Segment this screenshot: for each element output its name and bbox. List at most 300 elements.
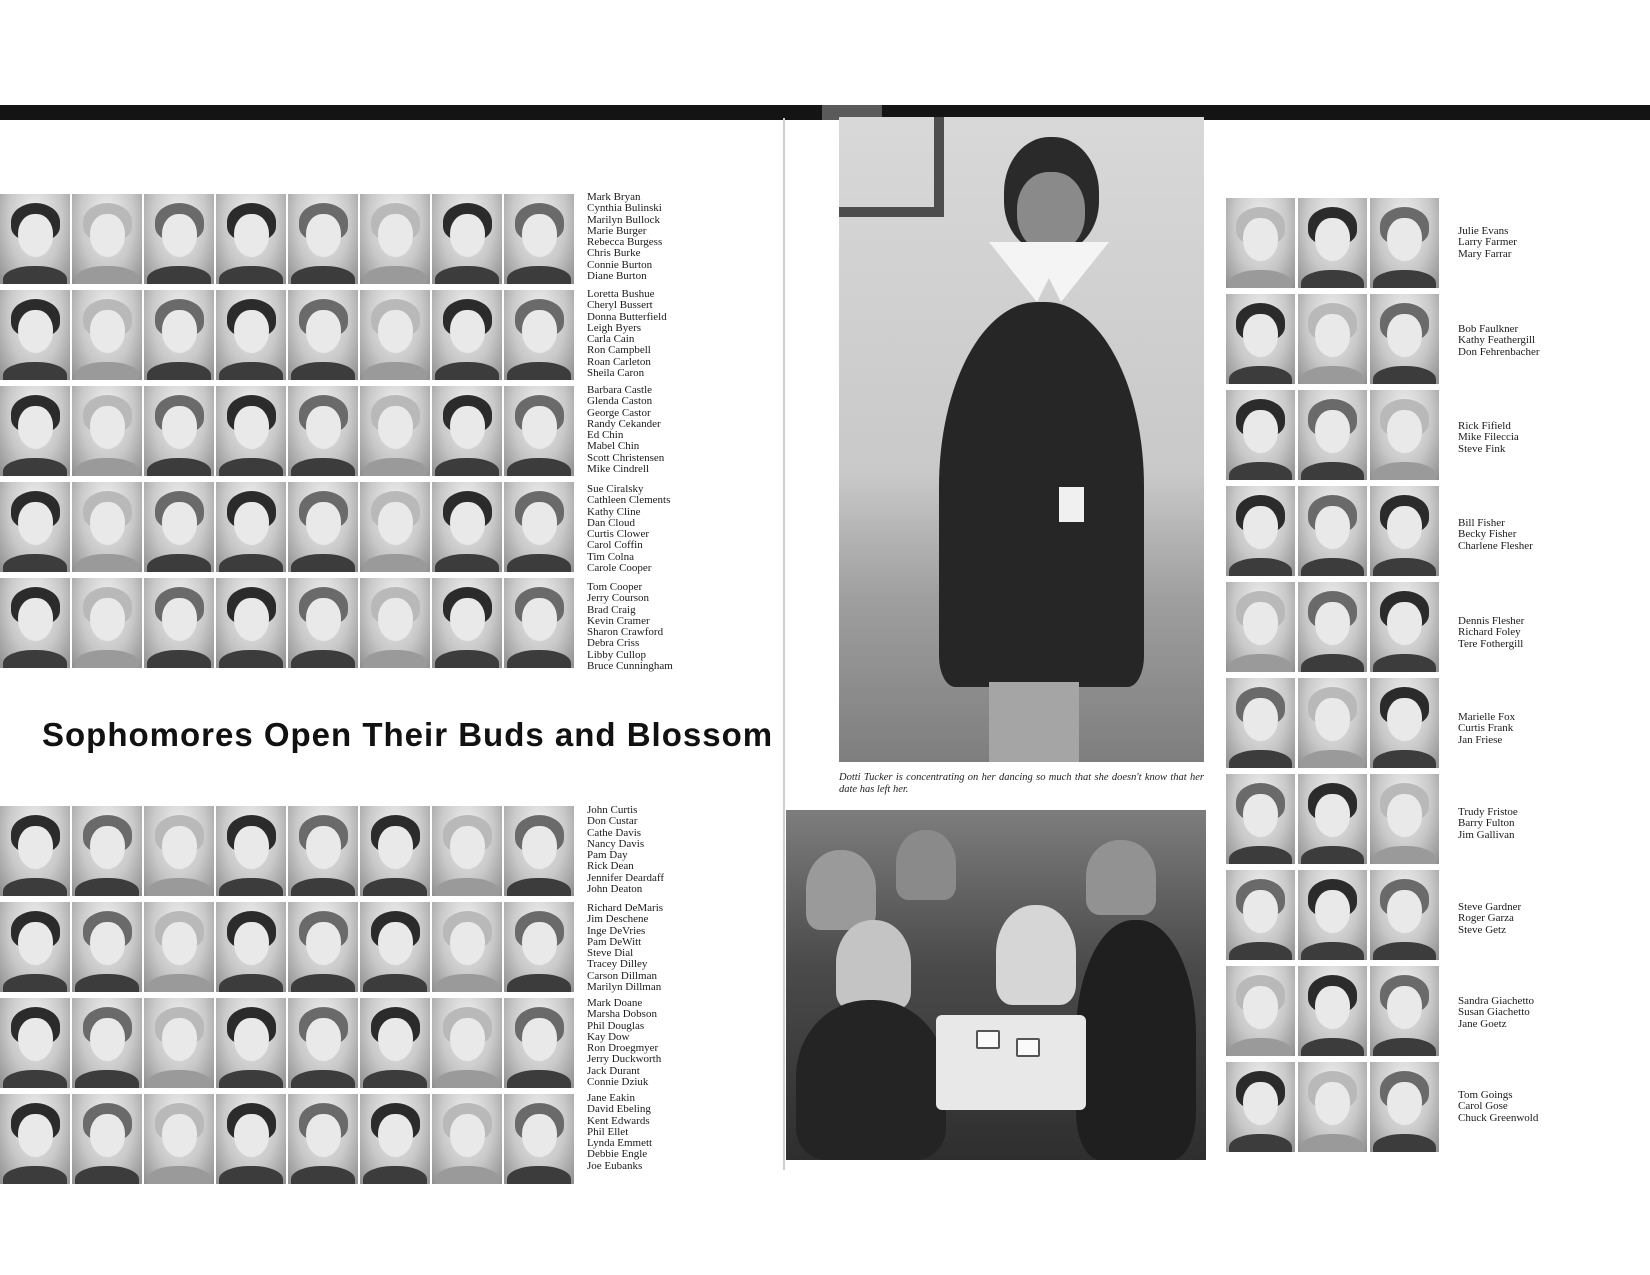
student-portrait <box>432 806 502 896</box>
portrait-face <box>90 598 125 641</box>
student-name: Steve Dial <box>587 947 634 960</box>
student-name: Rebecca Burgess <box>587 236 663 249</box>
student-name: Curtis Frank <box>1458 722 1514 735</box>
portrait-face <box>90 502 125 545</box>
student-name: Curtis Clower <box>587 528 650 541</box>
portrait-body <box>3 266 67 284</box>
student-name: Barbara Castle <box>587 384 653 396</box>
portrait-face <box>162 826 197 869</box>
portrait-face <box>1243 314 1278 357</box>
student-portrait <box>288 902 358 992</box>
student-portrait <box>1298 294 1367 384</box>
portrait-body <box>147 650 211 668</box>
photo-figure <box>806 850 876 930</box>
portrait-face <box>90 214 125 257</box>
page-gutter <box>783 118 785 1170</box>
portrait-face <box>522 214 557 257</box>
portrait-body <box>1301 1038 1364 1056</box>
portrait-face <box>450 310 485 353</box>
portrait-body <box>435 362 499 380</box>
student-name: George Castor <box>587 406 651 419</box>
portrait-body <box>219 1070 283 1088</box>
student-portrait <box>1370 294 1439 384</box>
portrait-face <box>306 826 341 869</box>
portrait-body <box>1229 462 1292 480</box>
portrait-face <box>1315 698 1350 741</box>
name-list <box>587 484 670 574</box>
portrait-face <box>90 406 125 449</box>
student-name: Marilyn Bullock <box>587 213 661 226</box>
student-portrait <box>216 578 286 668</box>
portrait-face <box>450 406 485 449</box>
student-name: Pam DeWitt <box>587 935 642 948</box>
portrait-face <box>18 502 53 545</box>
student-portrait <box>1226 774 1295 864</box>
portrait-face <box>306 406 341 449</box>
portrait-face <box>1387 794 1422 837</box>
student-portrait <box>432 578 502 668</box>
portrait-face <box>18 406 53 449</box>
portrait-body <box>1301 846 1364 864</box>
portrait-body <box>219 266 283 284</box>
name-list <box>1458 324 1540 358</box>
portrait-face <box>306 214 341 257</box>
student-name: Steve Fink <box>1458 442 1506 455</box>
student-portrait <box>1298 198 1367 288</box>
student-name: Loretta Bushue <box>587 288 655 300</box>
portrait-body <box>507 362 571 380</box>
student-portrait <box>216 998 286 1088</box>
portrait-face <box>234 502 269 545</box>
student-portrait <box>360 194 430 284</box>
portrait-body <box>363 1166 427 1184</box>
name-list <box>1458 226 1517 260</box>
portrait-body <box>291 554 355 572</box>
portrait-body <box>363 878 427 896</box>
photo-caption: Dotti Tucker is concentrating on her dancing so much that she doesn't know that her date has left her. <box>839 772 1204 795</box>
student-portrait <box>144 290 214 380</box>
portrait-face <box>1243 794 1278 837</box>
student-portrait <box>216 386 286 476</box>
portrait-body <box>1229 1038 1292 1056</box>
portrait-face <box>1387 314 1422 357</box>
student-portrait <box>1370 582 1439 672</box>
student-portrait <box>1370 486 1439 576</box>
portrait-face <box>18 214 53 257</box>
portrait-face <box>378 502 413 545</box>
portrait-face <box>1243 986 1278 1029</box>
student-name: Dennis Flesher <box>1458 615 1525 627</box>
portrait-face <box>234 1114 269 1157</box>
student-name: Bruce Cunningham <box>587 660 673 673</box>
student-name: Don Custar <box>587 815 638 828</box>
portrait-body <box>3 1166 67 1184</box>
photo-window-frame <box>839 117 944 217</box>
portrait-body <box>3 458 67 476</box>
student-name: Carole Cooper <box>587 562 652 575</box>
portrait-body <box>363 458 427 476</box>
student-name: Mark Doane <box>587 997 643 1009</box>
portrait-face <box>378 1114 413 1157</box>
portrait-face <box>1387 410 1422 453</box>
portrait-face <box>162 406 197 449</box>
student-portrait <box>1298 390 1367 480</box>
student-portrait <box>72 578 142 668</box>
portrait-body <box>1373 1134 1436 1152</box>
photo-figure <box>796 1000 946 1160</box>
student-name: Cynthia Bulinski <box>587 202 662 215</box>
portrait-body <box>3 650 67 668</box>
student-name: Kathy Feathergill <box>1458 334 1536 347</box>
student-portrait <box>144 578 214 668</box>
portrait-face <box>234 310 269 353</box>
student-name: Kent Edwards <box>587 1114 650 1127</box>
student-portrait <box>144 1094 214 1184</box>
portrait-face <box>90 310 125 353</box>
portrait-body <box>1301 750 1364 768</box>
student-name: Barry Fulton <box>1458 817 1515 830</box>
portrait-body <box>507 458 571 476</box>
student-portrait <box>0 998 70 1088</box>
student-name: Phil Douglas <box>587 1019 645 1032</box>
student-portrait <box>216 902 286 992</box>
portrait-body <box>1373 558 1436 576</box>
portrait-body <box>1301 462 1364 480</box>
portrait-body <box>363 1070 427 1088</box>
student-portrait <box>1226 1062 1295 1152</box>
student-name: Mike Fileccia <box>1458 431 1519 444</box>
portrait-face <box>450 826 485 869</box>
name-list <box>1458 996 1534 1030</box>
student-name: Jerry Duckworth <box>587 1053 662 1066</box>
portrait-face <box>1243 1082 1278 1125</box>
portrait-face <box>1315 506 1350 549</box>
photo-figure <box>896 830 956 900</box>
portrait-face <box>18 826 53 869</box>
student-name: Debra Criss <box>587 637 640 650</box>
portrait-face <box>450 1114 485 1157</box>
portrait-face <box>306 1018 341 1061</box>
student-name: Kevin Cramer <box>587 614 650 627</box>
name-list <box>587 805 664 895</box>
portrait-body <box>507 1070 571 1088</box>
student-portrait <box>144 806 214 896</box>
photo-legs <box>989 682 1079 762</box>
portrait-body <box>1373 846 1436 864</box>
student-name: Kathy Cline <box>587 505 641 518</box>
student-portrait <box>288 578 358 668</box>
student-portrait <box>1370 870 1439 960</box>
portrait-face <box>90 826 125 869</box>
portrait-body <box>291 650 355 668</box>
portrait-face <box>1387 506 1422 549</box>
student-name: Connie Dziuk <box>587 1076 649 1089</box>
student-name: Richard DeMaris <box>587 902 664 914</box>
student-portrait <box>1298 582 1367 672</box>
portrait-body <box>435 1070 499 1088</box>
portrait-grid-right <box>1226 198 1439 1152</box>
student-name: John Deaton <box>587 883 643 896</box>
portrait-body <box>147 458 211 476</box>
student-portrait <box>1226 966 1295 1056</box>
student-name: Scott Christensen <box>587 451 665 464</box>
photo-cup <box>1016 1038 1040 1057</box>
portrait-face <box>1243 698 1278 741</box>
student-portrait <box>1226 582 1295 672</box>
portrait-body <box>507 974 571 992</box>
portrait-body <box>507 266 571 284</box>
portrait-face <box>1387 602 1422 645</box>
portrait-body <box>435 266 499 284</box>
student-name: Randy Cekander <box>587 417 661 430</box>
student-portrait <box>144 998 214 1088</box>
portrait-grid-bottom <box>0 806 574 1184</box>
student-name: Carson Dillman <box>587 969 657 982</box>
student-name: Jack Durant <box>587 1064 640 1077</box>
student-name: Tere Fothergill <box>1458 637 1524 650</box>
portrait-body <box>75 974 139 992</box>
portrait-face <box>1315 410 1350 453</box>
student-name: Cheryl Bussert <box>587 299 653 312</box>
student-portrait <box>1226 486 1295 576</box>
portrait-body <box>75 1070 139 1088</box>
photo-figure <box>1076 920 1196 1160</box>
portrait-body <box>507 1166 571 1184</box>
student-name: Marsha Dobson <box>587 1008 657 1021</box>
portrait-face <box>234 922 269 965</box>
photo-dress <box>939 302 1144 687</box>
portrait-face <box>90 1114 125 1157</box>
student-portrait <box>432 386 502 476</box>
portrait-face <box>1315 314 1350 357</box>
student-name: Steve Getz <box>1458 923 1506 936</box>
student-portrait <box>144 386 214 476</box>
student-name: Ron Droegmyer <box>587 1042 659 1055</box>
portrait-face <box>522 598 557 641</box>
student-name: Donna Butterfield <box>587 310 667 323</box>
portrait-body <box>1229 270 1292 288</box>
student-portrait <box>1298 1062 1367 1152</box>
student-name: Bob Faulkner <box>1458 323 1519 335</box>
portrait-body <box>1229 1134 1292 1152</box>
student-name: Larry Farmer <box>1458 236 1517 249</box>
student-portrait <box>432 482 502 572</box>
student-name: Kay Dow <box>587 1030 630 1043</box>
student-name: Connie Burton <box>587 258 653 271</box>
page-headline: Sophomores Open Their Buds and Blossom <box>42 716 774 753</box>
portrait-face <box>234 1018 269 1061</box>
student-name: Ron Campbell <box>587 344 651 357</box>
student-name: Becky Fisher <box>1458 528 1517 541</box>
portrait-body <box>3 878 67 896</box>
student-portrait <box>72 998 142 1088</box>
student-name: Charlene Flesher <box>1458 539 1533 552</box>
student-name: Chris Burke <box>587 247 641 260</box>
student-portrait <box>144 902 214 992</box>
portrait-body <box>147 266 211 284</box>
student-name: Rick Dean <box>587 860 634 873</box>
portrait-body <box>75 878 139 896</box>
portrait-face <box>450 1018 485 1061</box>
portrait-body <box>147 1166 211 1184</box>
student-name: Brad Craig <box>587 603 636 616</box>
portrait-face <box>378 1018 413 1061</box>
cafeteria-photo <box>786 810 1206 1160</box>
portrait-body <box>363 974 427 992</box>
portrait-body <box>219 650 283 668</box>
portrait-body <box>291 878 355 896</box>
student-portrait <box>360 290 430 380</box>
portrait-face <box>234 406 269 449</box>
student-portrait <box>1298 966 1367 1056</box>
student-portrait <box>288 1094 358 1184</box>
photo-figure <box>836 920 911 1010</box>
student-portrait <box>1298 486 1367 576</box>
portrait-face <box>522 310 557 353</box>
portrait-body <box>219 878 283 896</box>
portrait-face <box>306 598 341 641</box>
portrait-body <box>219 974 283 992</box>
portrait-body <box>435 1166 499 1184</box>
student-portrait <box>0 1094 70 1184</box>
portrait-face <box>450 598 485 641</box>
student-name: Cathe Davis <box>587 826 642 839</box>
portrait-face <box>162 922 197 965</box>
portrait-body <box>75 650 139 668</box>
student-portrait <box>72 806 142 896</box>
portrait-body <box>1301 654 1364 672</box>
student-portrait <box>1226 678 1295 768</box>
student-portrait <box>1370 1062 1439 1152</box>
name-list <box>587 385 664 475</box>
portrait-body <box>219 458 283 476</box>
portrait-face <box>522 502 557 545</box>
portrait-body <box>75 458 139 476</box>
portrait-body <box>1373 462 1436 480</box>
student-name: Debbie Engle <box>587 1148 648 1161</box>
student-portrait <box>216 1094 286 1184</box>
portrait-face <box>450 502 485 545</box>
student-name: Tom Goings <box>1458 1089 1513 1101</box>
photo-collar <box>989 242 1109 302</box>
student-portrait <box>1370 198 1439 288</box>
portrait-body <box>219 362 283 380</box>
student-name: Sue Ciralsky <box>587 483 644 495</box>
portrait-face <box>1243 602 1278 645</box>
student-name: Jan Friese <box>1458 733 1503 746</box>
student-name: Inge DeVries <box>587 924 646 937</box>
portrait-body <box>435 878 499 896</box>
student-portrait <box>0 806 70 896</box>
portrait-body <box>1301 942 1364 960</box>
student-name: Roan Carleton <box>587 355 651 368</box>
portrait-body <box>363 650 427 668</box>
student-portrait <box>432 290 502 380</box>
portrait-body <box>1373 942 1436 960</box>
portrait-face <box>162 1114 197 1157</box>
portrait-body <box>147 1070 211 1088</box>
student-portrait <box>504 290 574 380</box>
student-portrait <box>216 482 286 572</box>
portrait-face <box>162 502 197 545</box>
portrait-body <box>291 362 355 380</box>
student-portrait <box>504 482 574 572</box>
portrait-face <box>1243 410 1278 453</box>
student-portrait <box>1298 678 1367 768</box>
student-portrait <box>288 806 358 896</box>
student-name: Sharon Crawford <box>587 626 664 639</box>
portrait-body <box>1373 366 1436 384</box>
student-name: Jane Goetz <box>1458 1017 1507 1030</box>
student-name: Tracey Dilley <box>587 958 648 971</box>
student-portrait <box>432 1094 502 1184</box>
portrait-face <box>162 214 197 257</box>
student-portrait <box>504 998 574 1088</box>
portrait-body <box>147 554 211 572</box>
student-portrait <box>1226 390 1295 480</box>
student-portrait <box>216 290 286 380</box>
student-name: Carol Coffin <box>587 539 643 552</box>
student-portrait <box>288 386 358 476</box>
student-portrait <box>1226 870 1295 960</box>
student-name: Sheila Caron <box>587 367 645 380</box>
name-list <box>587 192 662 282</box>
portrait-body <box>363 554 427 572</box>
portrait-body <box>1229 558 1292 576</box>
portrait-body <box>219 554 283 572</box>
portrait-face <box>1243 890 1278 933</box>
student-name: Nancy Davis <box>587 837 645 850</box>
name-list <box>1458 616 1524 650</box>
student-portrait <box>72 290 142 380</box>
portrait-face <box>378 214 413 257</box>
student-portrait <box>360 998 430 1088</box>
portrait-body <box>75 266 139 284</box>
student-portrait <box>1298 774 1367 864</box>
student-name: Ed Chin <box>587 429 624 442</box>
student-name: Leigh Byers <box>587 321 642 334</box>
portrait-body <box>75 554 139 572</box>
student-name: Richard Foley <box>1458 626 1521 639</box>
portrait-body <box>1373 654 1436 672</box>
portrait-body <box>435 554 499 572</box>
photo-table <box>936 1015 1086 1110</box>
portrait-body <box>1373 750 1436 768</box>
student-name: Steve Gardner <box>1458 901 1522 913</box>
portrait-face <box>18 310 53 353</box>
student-portrait <box>504 806 574 896</box>
student-name: Mabel Chin <box>587 440 640 453</box>
portrait-body <box>435 650 499 668</box>
student-portrait <box>216 194 286 284</box>
student-name: Jennifer Deardaff <box>587 871 665 884</box>
student-name: Dan Cloud <box>587 516 635 529</box>
student-portrait <box>144 194 214 284</box>
portrait-face <box>306 1114 341 1157</box>
student-portrait <box>288 290 358 380</box>
student-portrait <box>360 806 430 896</box>
portrait-face <box>1315 986 1350 1029</box>
portrait-face <box>162 598 197 641</box>
portrait-body <box>507 878 571 896</box>
portrait-body <box>363 362 427 380</box>
portrait-face <box>1387 698 1422 741</box>
portrait-face <box>1387 1082 1422 1125</box>
name-list <box>1458 518 1533 552</box>
student-portrait <box>504 578 574 668</box>
student-name: Jerry Courson <box>587 592 650 605</box>
portrait-body <box>435 974 499 992</box>
